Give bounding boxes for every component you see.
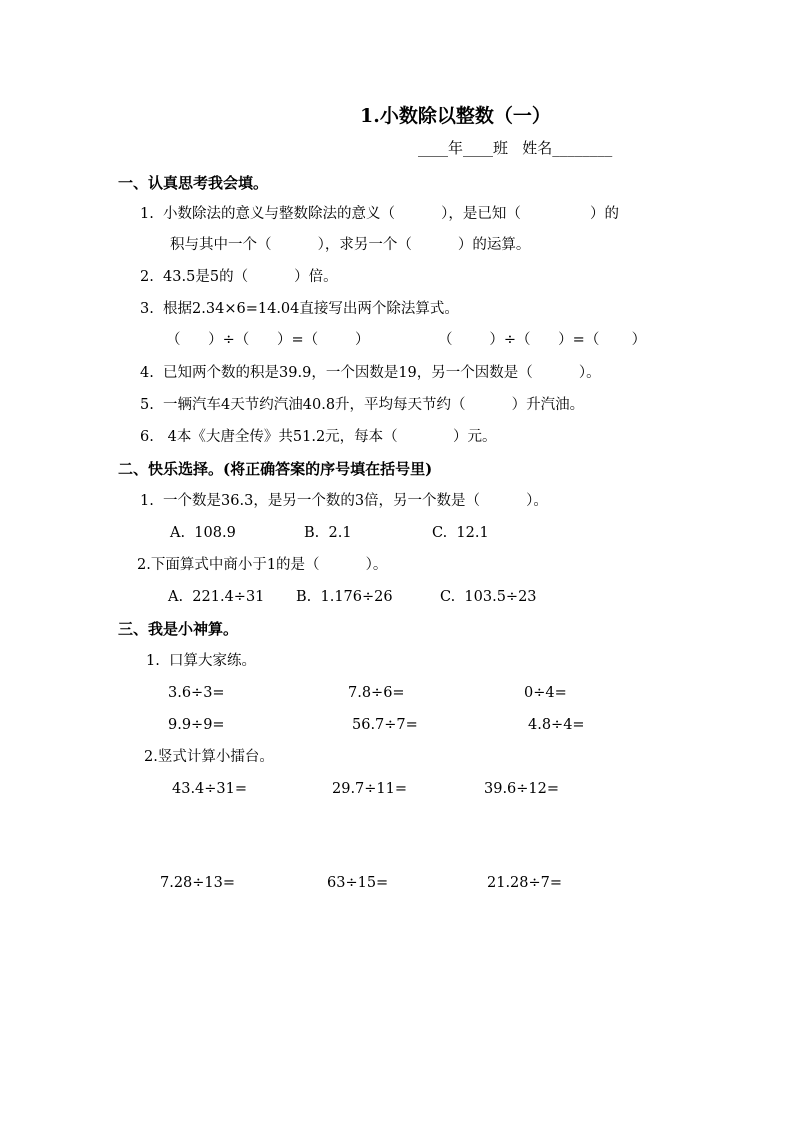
fill-question-4: 4. 已知两个数的积是39.9，一个因数是19，另一个因数是（ ）。 (140, 365, 601, 381)
fill-question-1-line2: 积与其中一个（ ），求另一个（ ）的运算。 (170, 237, 531, 253)
page-title: 1.小数除以整数（一） (360, 105, 551, 127)
oral-calc-item: 4.8÷4= (528, 717, 585, 733)
section-fill-heading: 一、认真思考我会填。 (118, 174, 269, 192)
vertical-calc-item: 7.28÷13= (160, 875, 236, 891)
oral-calc-item: 0÷4= (524, 685, 567, 701)
choice-question-2-option-c: C. 103.5÷23 (440, 589, 537, 605)
vertical-calc-item: 39.6÷12= (484, 781, 560, 797)
choice-question-2-option-a: A. 221.4÷31 (168, 589, 265, 605)
class-name-line: ____年____班 姓名________ (418, 139, 613, 157)
fill-question-1-line1: 1. 小数除法的意义与整数除法的意义（ ），是已知（ ）的 (140, 206, 620, 222)
fill-question-3-blanks-right: （ ）÷（ ）=（ ） (438, 332, 647, 348)
choice-question-1: 1. 一个数是36.3，是另一个数的3倍，另一个数是（ ）。 (140, 493, 548, 509)
choice-question-1-option-c: C. 12.1 (432, 525, 489, 541)
section-calc-heading: 三、我是小神算。 (118, 620, 239, 638)
choice-question-1-option-a: A. 108.9 (170, 525, 236, 541)
vertical-calc-title: 2.竖式计算小擂台。 (144, 749, 274, 765)
oral-calc-item: 56.7÷7= (352, 717, 418, 733)
vertical-calc-item: 29.7÷11= (332, 781, 408, 797)
fill-question-5: 5. 一辆汽车4天节约汽油40.8升，平均每天节约（ ）升汽油。 (140, 397, 585, 413)
section-choice-heading: 二、快乐选择。(将正确答案的序号填在括号里) (118, 460, 433, 478)
fill-question-3-blanks-left: （ ）÷（ ）=（ ） (166, 332, 370, 348)
fill-question-3: 3. 根据2.34×6=14.04直接写出两个除法算式。 (140, 301, 459, 317)
oral-calc-item: 7.8÷6= (348, 685, 405, 701)
oral-calc-title: 1. 口算大家练。 (146, 653, 257, 669)
oral-calc-item: 9.9÷9= (168, 717, 225, 733)
oral-calc-item: 3.6÷3= (168, 685, 225, 701)
vertical-calc-item: 21.28÷7= (487, 875, 563, 891)
vertical-calc-item: 43.4÷31= (172, 781, 248, 797)
fill-question-6: 6. 4本《大唐全传》共51.2元，每本（ ）元。 (140, 429, 497, 445)
choice-question-1-option-b: B. 2.1 (304, 525, 352, 541)
choice-question-2-option-b: B. 1.176÷26 (296, 589, 393, 605)
vertical-calc-item: 63÷15= (327, 875, 389, 891)
fill-question-2: 2. 43.5是5的（ ）倍。 (140, 269, 338, 285)
choice-question-2: 2.下面算式中商小于1的是（ ）。 (137, 557, 388, 573)
